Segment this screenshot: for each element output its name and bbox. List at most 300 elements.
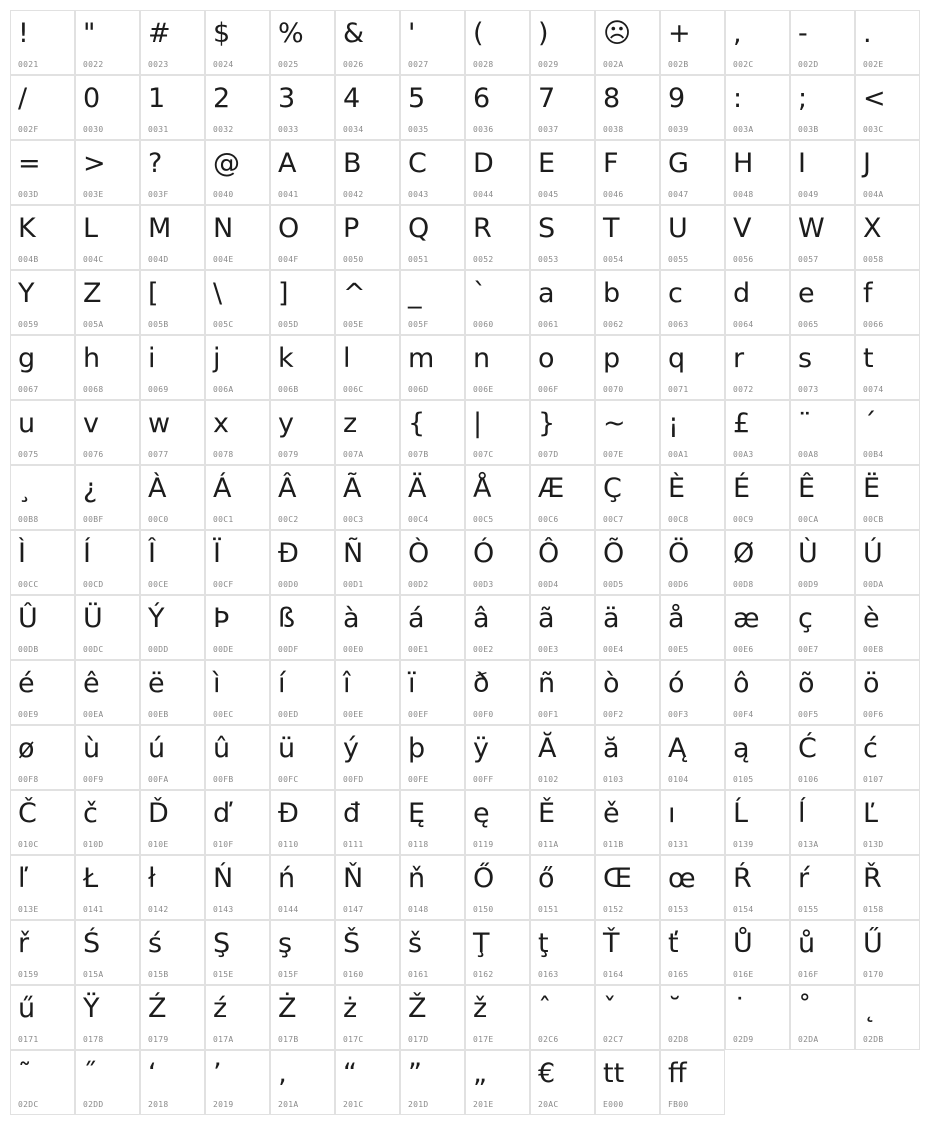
glyph-cell bbox=[335, 530, 400, 595]
glyph-codepoint: 00A8 bbox=[798, 450, 819, 459]
glyph-codepoint: 0065 bbox=[798, 320, 819, 329]
glyph-cell bbox=[725, 530, 790, 595]
glyph-sample: ţ bbox=[538, 928, 549, 959]
glyph-codepoint: 02C7 bbox=[603, 1035, 624, 1044]
glyph-codepoint: 015F bbox=[278, 970, 299, 979]
glyph-sample: þ bbox=[408, 733, 426, 764]
glyph-codepoint: 015E bbox=[213, 970, 234, 979]
glyph-cell bbox=[140, 660, 205, 725]
glyph-cell bbox=[335, 75, 400, 140]
glyph-sample: 4 bbox=[343, 83, 361, 114]
glyph-sample: % bbox=[278, 18, 304, 49]
glyph-sample: ź bbox=[213, 993, 228, 1024]
glyph-codepoint: 00E4 bbox=[603, 645, 624, 654]
glyph-cell bbox=[400, 140, 465, 205]
glyph-cell bbox=[270, 920, 335, 985]
glyph-cell bbox=[400, 985, 465, 1050]
glyph-codepoint: 201E bbox=[473, 1100, 494, 1109]
glyph-sample: Ą bbox=[668, 733, 687, 764]
glyph-codepoint: 0153 bbox=[668, 905, 689, 914]
glyph-codepoint: 20AC bbox=[538, 1100, 559, 1109]
glyph-sample: Ś bbox=[83, 928, 101, 959]
glyph-cell bbox=[660, 75, 725, 140]
glyph-codepoint: 0076 bbox=[83, 450, 104, 459]
glyph-codepoint: 0051 bbox=[408, 255, 429, 264]
glyph-codepoint: 0060 bbox=[473, 320, 494, 329]
glyph-codepoint: 015B bbox=[148, 970, 169, 979]
glyph-cell bbox=[10, 465, 75, 530]
glyph-codepoint: 017C bbox=[343, 1035, 364, 1044]
glyph-codepoint: 0037 bbox=[538, 125, 559, 134]
glyph-cell bbox=[335, 790, 400, 855]
glyph-sample: : bbox=[733, 83, 743, 114]
glyph-sample: = bbox=[18, 148, 41, 179]
glyph-codepoint: 002E bbox=[863, 60, 884, 69]
glyph-sample: ’ bbox=[213, 1058, 222, 1089]
glyph-codepoint: 00E2 bbox=[473, 645, 494, 654]
glyph-cell bbox=[205, 140, 270, 205]
glyph-codepoint: 00F9 bbox=[83, 775, 104, 784]
glyph-cell bbox=[725, 595, 790, 660]
glyph-sample: Ĺ bbox=[733, 798, 749, 829]
glyph-cell bbox=[855, 855, 920, 920]
glyph-cell bbox=[725, 855, 790, 920]
glyph-cell bbox=[530, 205, 595, 270]
glyph-codepoint: 006B bbox=[278, 385, 299, 394]
glyph-cell bbox=[530, 855, 595, 920]
glyph-sample: ä bbox=[603, 603, 620, 634]
glyph-sample: X bbox=[863, 213, 882, 244]
glyph-cell bbox=[75, 270, 140, 335]
glyph-sample: Ž bbox=[408, 993, 427, 1024]
glyph-codepoint: 007A bbox=[343, 450, 364, 459]
glyph-codepoint: 0030 bbox=[83, 125, 104, 134]
glyph-codepoint: 005D bbox=[278, 320, 299, 329]
glyph-cell bbox=[400, 400, 465, 465]
glyph-codepoint: 003E bbox=[83, 190, 104, 199]
glyph-cell bbox=[790, 140, 855, 205]
glyph-cell bbox=[595, 335, 660, 400]
glyph-sample: > bbox=[83, 148, 106, 179]
glyph-cell bbox=[270, 725, 335, 790]
glyph-cell bbox=[595, 75, 660, 140]
glyph-codepoint: 0041 bbox=[278, 190, 299, 199]
glyph-cell bbox=[140, 335, 205, 400]
glyph-codepoint: 0033 bbox=[278, 125, 299, 134]
glyph-sample: Æ bbox=[538, 473, 565, 504]
glyph-cell bbox=[10, 985, 75, 1050]
glyph-sample: s bbox=[798, 343, 813, 374]
glyph-codepoint: 00E3 bbox=[538, 645, 559, 654]
glyph-cell bbox=[75, 790, 140, 855]
glyph-sample: 0 bbox=[83, 83, 101, 114]
glyph-cell bbox=[465, 465, 530, 530]
glyph-sample: 7 bbox=[538, 83, 556, 114]
glyph-codepoint: 00DC bbox=[83, 645, 104, 654]
glyph-sample: Z bbox=[83, 278, 102, 309]
glyph-sample: K bbox=[18, 213, 36, 244]
glyph-sample: ż bbox=[343, 993, 358, 1024]
glyph-codepoint: 00F8 bbox=[18, 775, 39, 784]
glyph-cell bbox=[335, 335, 400, 400]
glyph-codepoint: 00C8 bbox=[668, 515, 689, 524]
glyph-sample: Č bbox=[18, 798, 37, 829]
glyph-codepoint: 0079 bbox=[278, 450, 299, 459]
glyph-sample: . bbox=[863, 18, 872, 49]
glyph-cell bbox=[270, 75, 335, 140]
glyph-codepoint: 0044 bbox=[473, 190, 494, 199]
glyph-sample: ; bbox=[798, 83, 808, 114]
glyph-codepoint: 0119 bbox=[473, 840, 494, 849]
glyph-cell bbox=[465, 335, 530, 400]
glyph-cell bbox=[270, 660, 335, 725]
glyph-cell bbox=[75, 335, 140, 400]
glyph-sample: ff bbox=[668, 1058, 687, 1089]
glyph-cell bbox=[335, 400, 400, 465]
glyph-cell bbox=[465, 920, 530, 985]
glyph-cell bbox=[465, 1050, 530, 1115]
glyph-cell bbox=[205, 75, 270, 140]
glyph-codepoint: 007E bbox=[603, 450, 624, 459]
glyph-codepoint: 00F6 bbox=[863, 710, 884, 719]
glyph-cell bbox=[595, 10, 660, 75]
glyph-codepoint: 00D2 bbox=[408, 580, 429, 589]
glyph-cell bbox=[465, 140, 530, 205]
glyph-codepoint: 00D6 bbox=[668, 580, 689, 589]
glyph-cell bbox=[660, 790, 725, 855]
glyph-sample: Û bbox=[18, 603, 38, 634]
glyph-codepoint: 005B bbox=[148, 320, 169, 329]
glyph-sample: À bbox=[148, 473, 167, 504]
glyph-codepoint: 004B bbox=[18, 255, 39, 264]
glyph-cell bbox=[335, 985, 400, 1050]
glyph-codepoint: 00DA bbox=[863, 580, 884, 589]
glyph-sample: Å bbox=[473, 473, 492, 504]
glyph-codepoint: 0068 bbox=[83, 385, 104, 394]
glyph-sample: ó bbox=[668, 668, 685, 699]
glyph-codepoint: 0036 bbox=[473, 125, 494, 134]
glyph-cell bbox=[595, 400, 660, 465]
glyph-sample: æ bbox=[733, 603, 760, 634]
glyph-cell bbox=[75, 595, 140, 660]
glyph-cell bbox=[725, 725, 790, 790]
glyph-cell bbox=[595, 270, 660, 335]
glyph-cell bbox=[140, 270, 205, 335]
glyph-cell bbox=[855, 75, 920, 140]
glyph-sample: j bbox=[213, 343, 221, 374]
glyph-cell bbox=[465, 595, 530, 660]
glyph-sample: Õ bbox=[603, 538, 625, 569]
glyph-sample: c bbox=[668, 278, 683, 309]
glyph-codepoint: 003B bbox=[798, 125, 819, 134]
glyph-cell bbox=[140, 920, 205, 985]
glyph-codepoint: 006D bbox=[408, 385, 429, 394]
glyph-sample: ř bbox=[18, 928, 30, 959]
glyph-cell bbox=[790, 335, 855, 400]
glyph-cell bbox=[660, 10, 725, 75]
glyph-codepoint: 0046 bbox=[603, 190, 624, 199]
glyph-codepoint: 00EB bbox=[148, 710, 169, 719]
glyph-sample: ˙ bbox=[733, 993, 747, 1024]
glyph-codepoint: 0170 bbox=[863, 970, 884, 979]
glyph-cell bbox=[400, 920, 465, 985]
glyph-sample: Ű bbox=[863, 928, 883, 959]
glyph-cell bbox=[465, 270, 530, 335]
glyph-sample: È bbox=[668, 473, 686, 504]
glyph-cell bbox=[790, 725, 855, 790]
glyph-sample: m bbox=[408, 343, 435, 374]
glyph-codepoint: 02DD bbox=[83, 1100, 104, 1109]
glyph-sample: č bbox=[83, 798, 98, 829]
glyph-sample: ¨ bbox=[798, 408, 812, 439]
glyph-codepoint: 0074 bbox=[863, 385, 884, 394]
glyph-cell bbox=[270, 400, 335, 465]
glyph-sample: É bbox=[733, 473, 751, 504]
glyph-sample: Ď bbox=[148, 798, 169, 829]
glyph-codepoint: 0104 bbox=[668, 775, 689, 784]
glyph-codepoint: 00B4 bbox=[863, 450, 884, 459]
glyph-cell bbox=[205, 855, 270, 920]
glyph-sample: Ø bbox=[733, 538, 755, 569]
glyph-cell bbox=[335, 920, 400, 985]
glyph-sample: Ã bbox=[343, 473, 362, 504]
glyph-cell bbox=[530, 10, 595, 75]
glyph-cell bbox=[855, 270, 920, 335]
glyph-cell bbox=[595, 595, 660, 660]
glyph-sample: ą bbox=[733, 733, 750, 764]
glyph-cell bbox=[75, 855, 140, 920]
glyph-sample: Ć bbox=[798, 733, 817, 764]
glyph-codepoint: 005C bbox=[213, 320, 234, 329]
glyph-codepoint: 00EF bbox=[408, 710, 429, 719]
glyph-sample: 6 bbox=[473, 83, 491, 114]
glyph-sample: Y bbox=[18, 278, 35, 309]
glyph-codepoint: 0152 bbox=[603, 905, 624, 914]
glyph-cell bbox=[530, 985, 595, 1050]
glyph-sample: š bbox=[408, 928, 423, 959]
glyph-cell bbox=[140, 1050, 205, 1115]
glyph-sample: ! bbox=[18, 18, 29, 49]
glyph-sample: h bbox=[83, 343, 101, 374]
glyph-cell bbox=[790, 530, 855, 595]
glyph-cell bbox=[75, 985, 140, 1050]
glyph-cell bbox=[790, 595, 855, 660]
glyph-sample: 3 bbox=[278, 83, 296, 114]
glyph-codepoint: 013A bbox=[798, 840, 819, 849]
glyph-codepoint: 0118 bbox=[408, 840, 429, 849]
glyph-codepoint: 0163 bbox=[538, 970, 559, 979]
glyph-codepoint: 0151 bbox=[538, 905, 559, 914]
glyph-codepoint: 011B bbox=[603, 840, 624, 849]
glyph-sample: Ů bbox=[733, 928, 753, 959]
glyph-sample: [ bbox=[148, 278, 159, 309]
glyph-codepoint: E000 bbox=[603, 1100, 624, 1109]
glyph-codepoint: 0178 bbox=[83, 1035, 104, 1044]
glyph-codepoint: 0139 bbox=[733, 840, 754, 849]
glyph-sample: í bbox=[278, 668, 286, 699]
glyph-cell bbox=[400, 75, 465, 140]
glyph-cell bbox=[660, 595, 725, 660]
glyph-sample: Ę bbox=[408, 798, 426, 829]
glyph-sample: ? bbox=[148, 148, 163, 179]
glyph-cell bbox=[75, 140, 140, 205]
glyph-cell bbox=[10, 920, 75, 985]
glyph-cell bbox=[595, 985, 660, 1050]
glyph-cell bbox=[205, 790, 270, 855]
glyph-cell bbox=[335, 205, 400, 270]
glyph-cell bbox=[335, 270, 400, 335]
glyph-codepoint: 0064 bbox=[733, 320, 754, 329]
glyph-sample: z bbox=[343, 408, 358, 439]
glyph-codepoint: 0061 bbox=[538, 320, 559, 329]
glyph-cell bbox=[270, 855, 335, 920]
glyph-codepoint: 0165 bbox=[668, 970, 689, 979]
glyph-sample: õ bbox=[798, 668, 815, 699]
glyph-cell bbox=[205, 270, 270, 335]
glyph-sample: i bbox=[148, 343, 156, 374]
glyph-codepoint: 017D bbox=[408, 1035, 429, 1044]
glyph-cell bbox=[10, 140, 75, 205]
glyph-cell bbox=[465, 75, 530, 140]
glyph-cell bbox=[530, 595, 595, 660]
glyph-codepoint: 003F bbox=[148, 190, 169, 199]
glyph-codepoint: 005A bbox=[83, 320, 104, 329]
glyph-sample: Ő bbox=[473, 863, 495, 894]
glyph-codepoint: 0031 bbox=[148, 125, 169, 134]
glyph-sample: k bbox=[278, 343, 294, 374]
glyph-codepoint: 00C5 bbox=[473, 515, 494, 524]
glyph-codepoint: 0131 bbox=[668, 840, 689, 849]
glyph-cell bbox=[855, 790, 920, 855]
glyph-cell bbox=[10, 335, 75, 400]
glyph-cell bbox=[270, 140, 335, 205]
glyph-cell bbox=[725, 660, 790, 725]
glyph-cell bbox=[660, 920, 725, 985]
glyph-codepoint: 002A bbox=[603, 60, 624, 69]
glyph-cell bbox=[140, 790, 205, 855]
glyph-sample: ñ bbox=[538, 668, 556, 699]
glyph-cell bbox=[465, 205, 530, 270]
glyph-codepoint: 0054 bbox=[603, 255, 624, 264]
glyph-sample: p bbox=[603, 343, 621, 374]
glyph-sample: E bbox=[538, 148, 556, 179]
glyph-sample: “ bbox=[343, 1058, 357, 1089]
glyph-codepoint: 004D bbox=[148, 255, 169, 264]
glyph-cell bbox=[855, 530, 920, 595]
glyph-sample: Ť bbox=[603, 928, 620, 959]
glyph-codepoint: 0069 bbox=[148, 385, 169, 394]
glyph-cell bbox=[530, 140, 595, 205]
glyph-codepoint: 00FB bbox=[213, 775, 234, 784]
glyph-codepoint: 02C6 bbox=[538, 1035, 559, 1044]
glyph-codepoint: 0057 bbox=[798, 255, 819, 264]
glyph-sample: Ż bbox=[278, 993, 297, 1024]
glyph-cell bbox=[465, 660, 530, 725]
glyph-cell bbox=[725, 205, 790, 270]
glyph-codepoint: 00A3 bbox=[733, 450, 754, 459]
glyph-cell bbox=[10, 10, 75, 75]
glyph-codepoint: 010D bbox=[83, 840, 104, 849]
glyph-cell bbox=[10, 855, 75, 920]
glyph-codepoint: 00C6 bbox=[538, 515, 559, 524]
glyph-cell bbox=[530, 400, 595, 465]
glyph-codepoint: 0027 bbox=[408, 60, 429, 69]
glyph-cell bbox=[725, 790, 790, 855]
glyph-cell bbox=[400, 335, 465, 400]
glyph-codepoint: 00E8 bbox=[863, 645, 884, 654]
glyph-codepoint: 0032 bbox=[213, 125, 234, 134]
glyph-codepoint: 0025 bbox=[278, 60, 299, 69]
glyph-cell bbox=[270, 790, 335, 855]
glyph-codepoint: 010E bbox=[148, 840, 169, 849]
glyph-sample: ˜ bbox=[18, 1058, 32, 1089]
glyph-sample: ^ bbox=[343, 278, 366, 309]
glyph-sample: I bbox=[798, 148, 806, 179]
glyph-codepoint: 0045 bbox=[538, 190, 559, 199]
glyph-cell bbox=[10, 790, 75, 855]
glyph-cell bbox=[75, 10, 140, 75]
glyph-codepoint: 0171 bbox=[18, 1035, 39, 1044]
glyph-codepoint: 00F5 bbox=[798, 710, 819, 719]
glyph-codepoint: 00DB bbox=[18, 645, 39, 654]
glyph-sample: 9 bbox=[668, 83, 686, 114]
glyph-cell bbox=[790, 10, 855, 75]
glyph-sample: ã bbox=[538, 603, 555, 634]
glyph-codepoint: 00C7 bbox=[603, 515, 624, 524]
glyph-sample: J bbox=[863, 148, 871, 179]
glyph-sample: tt bbox=[603, 1058, 625, 1089]
glyph-cell bbox=[595, 1050, 660, 1115]
glyph-cell bbox=[270, 270, 335, 335]
glyph-codepoint: 00A1 bbox=[668, 450, 689, 459]
glyph-sample: ~ bbox=[603, 408, 626, 439]
glyph-sample: ĺ bbox=[798, 798, 806, 829]
glyph-sample: Ê bbox=[798, 473, 816, 504]
glyph-cell bbox=[140, 10, 205, 75]
glyph-codepoint: 0058 bbox=[863, 255, 884, 264]
glyph-sample: / bbox=[18, 83, 28, 114]
glyph-codepoint: 00F0 bbox=[473, 710, 494, 719]
glyph-cell bbox=[855, 595, 920, 660]
glyph-codepoint: 00B8 bbox=[18, 515, 39, 524]
glyph-cell bbox=[270, 530, 335, 595]
glyph-codepoint: 011A bbox=[538, 840, 559, 849]
glyph-cell bbox=[660, 335, 725, 400]
glyph-codepoint: 0024 bbox=[213, 60, 234, 69]
glyph-sample: Â bbox=[278, 473, 297, 504]
glyph-sample: ¸ bbox=[18, 473, 32, 504]
glyph-codepoint: 00DD bbox=[148, 645, 169, 654]
glyph-codepoint: 02DB bbox=[863, 1035, 884, 1044]
glyph-sample: è bbox=[863, 603, 880, 634]
glyph-codepoint: 0077 bbox=[148, 450, 169, 459]
glyph-cell bbox=[465, 790, 530, 855]
glyph-codepoint: 00D8 bbox=[733, 580, 754, 589]
glyph-sample: g bbox=[18, 343, 36, 374]
glyph-sample: " bbox=[83, 18, 96, 49]
glyph-codepoint: 0053 bbox=[538, 255, 559, 264]
glyph-cell bbox=[725, 920, 790, 985]
glyph-sample: ˘ bbox=[668, 993, 682, 1024]
glyph-codepoint: 00F1 bbox=[538, 710, 559, 719]
glyph-cell bbox=[790, 660, 855, 725]
glyph-cell bbox=[140, 140, 205, 205]
glyph-cell bbox=[790, 855, 855, 920]
glyph-cell bbox=[205, 920, 270, 985]
glyph-codepoint: 003C bbox=[863, 125, 884, 134]
glyph-codepoint: 006E bbox=[473, 385, 494, 394]
glyph-cell bbox=[205, 205, 270, 270]
